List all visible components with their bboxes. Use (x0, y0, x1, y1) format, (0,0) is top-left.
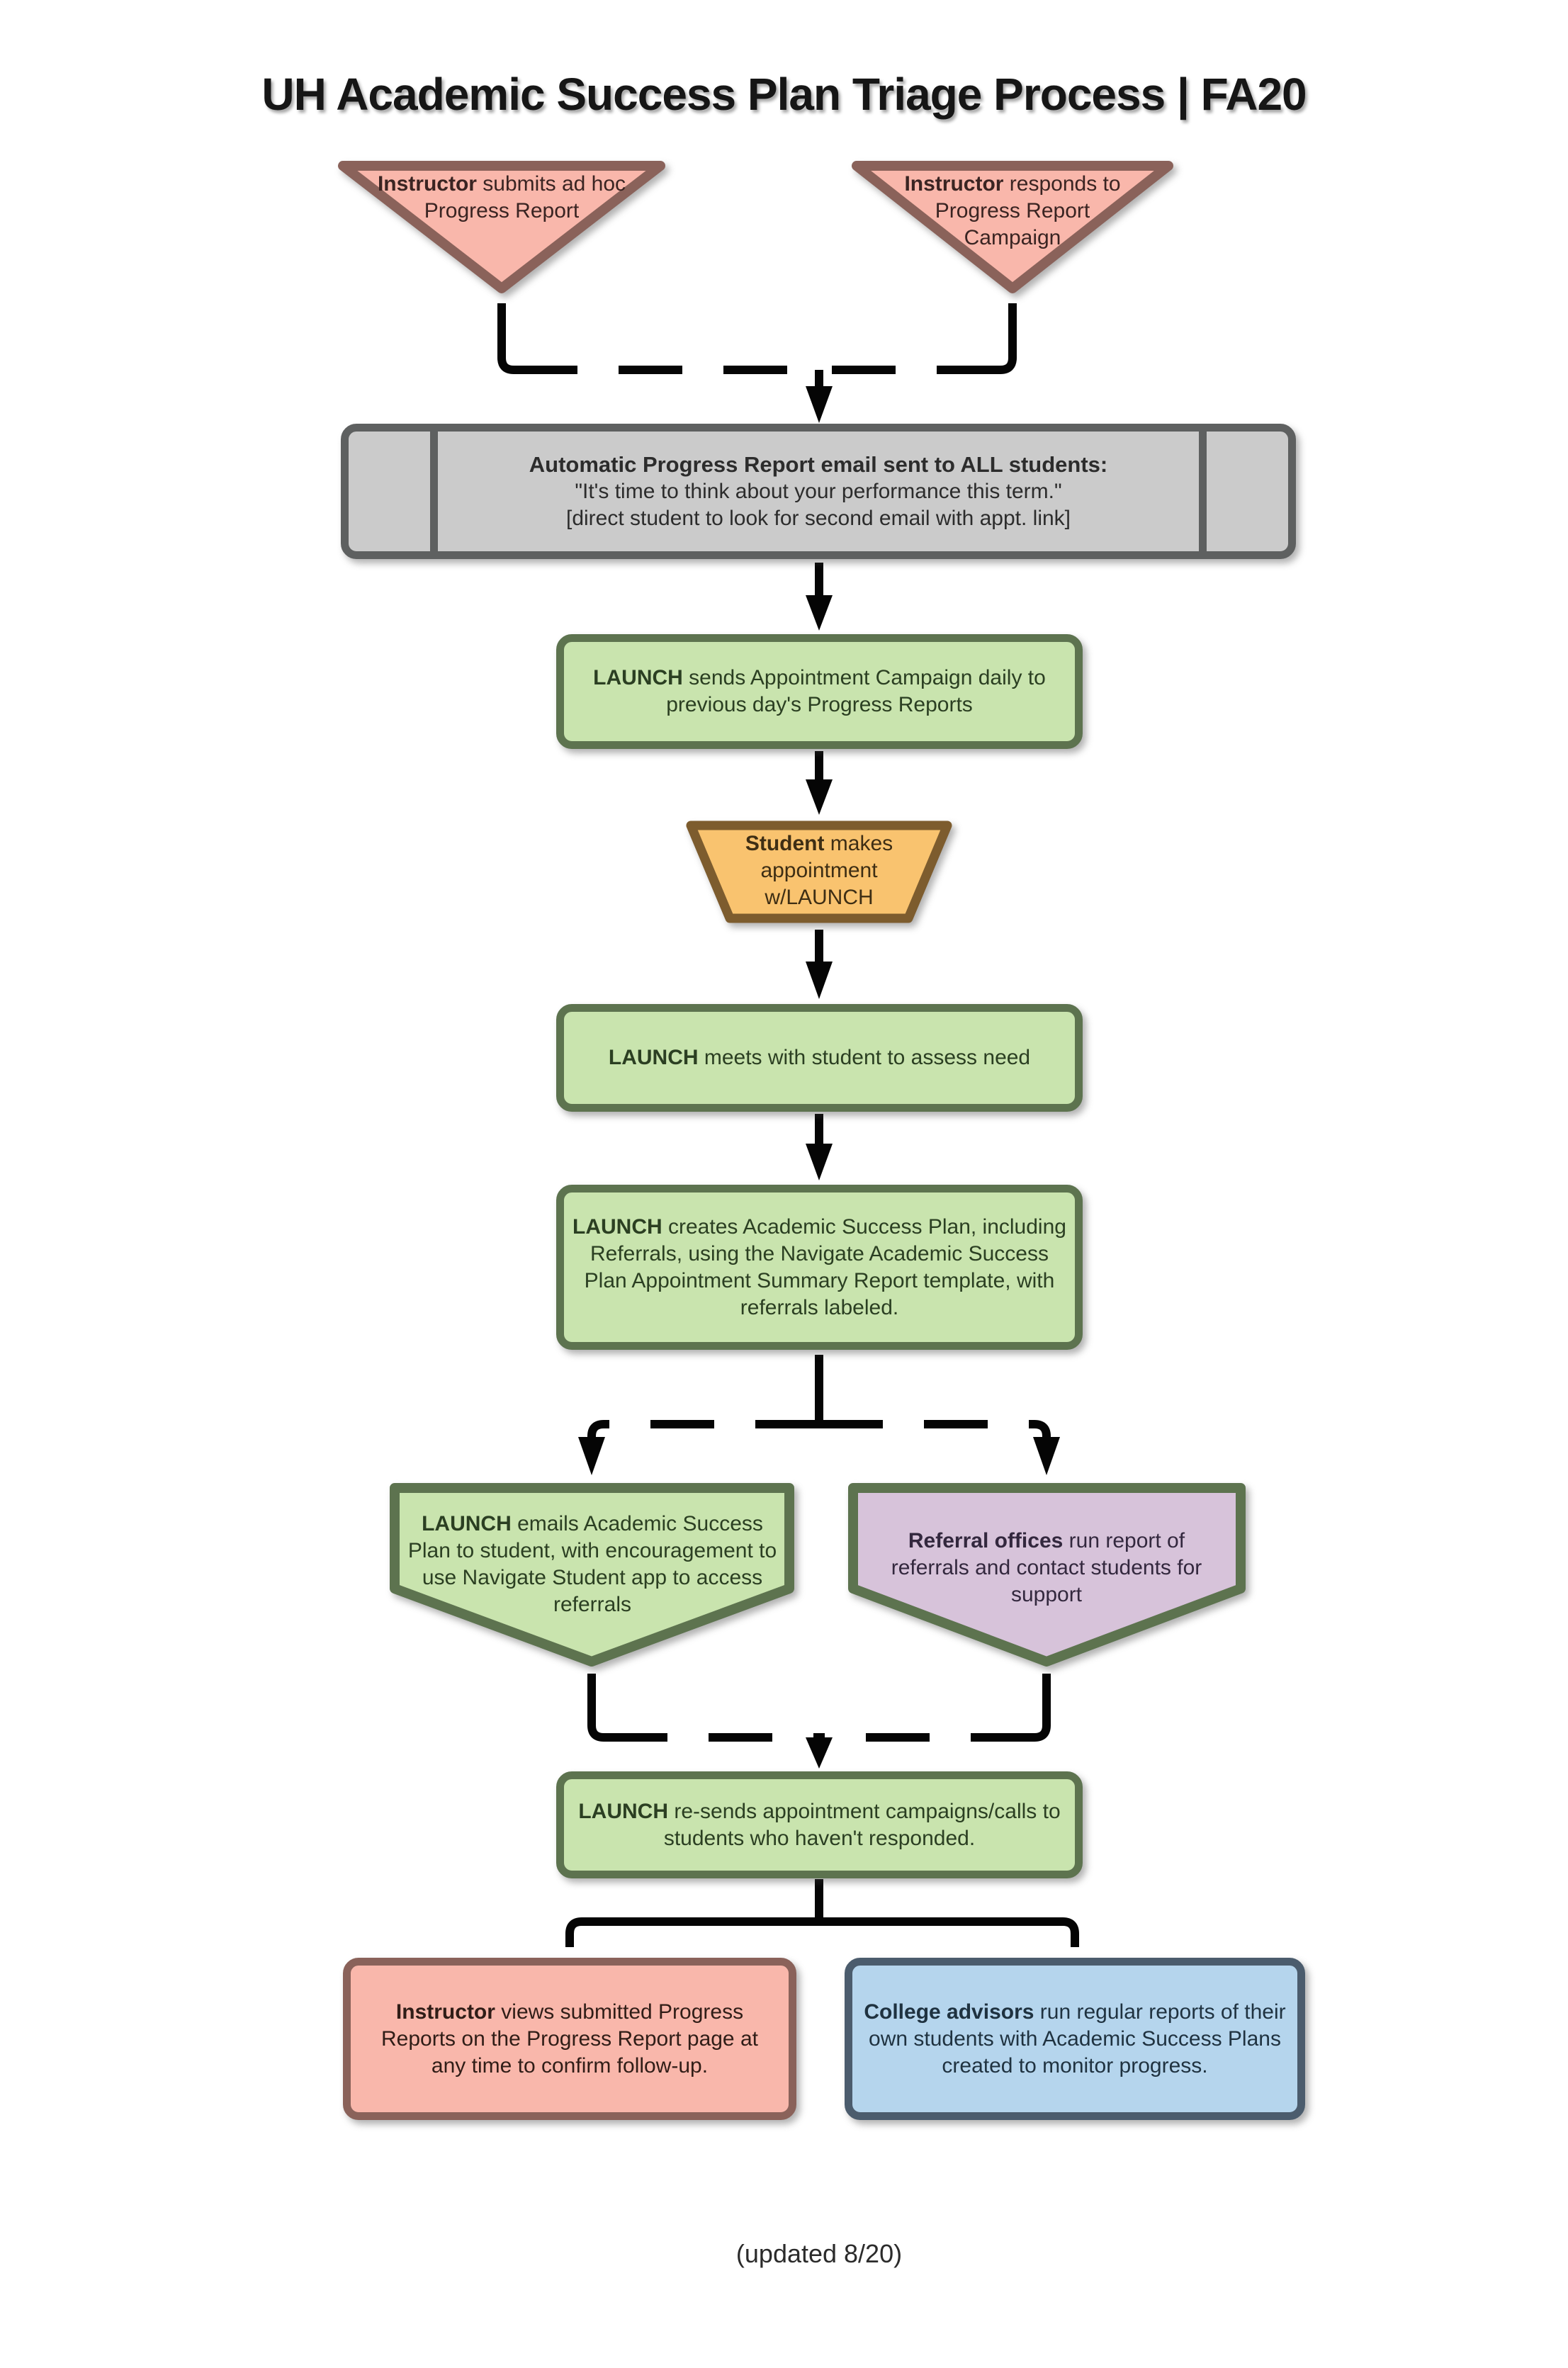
node-launch-creates-plan (556, 1185, 1083, 1350)
node-bold-text: Instructor (395, 2000, 495, 2024)
node-bold-text: Student (745, 832, 825, 855)
node-launch-meets-student (556, 1004, 1083, 1112)
node-text: submits ad hoc Progress Report (424, 172, 626, 222)
node-bold-text: LAUNCH (593, 666, 683, 689)
node-text: emails Academic Success Plan to student, with encouragement to use Navigate Student app to access referrals (407, 1512, 777, 1616)
arrowhead-into-green-pentagon (578, 1437, 605, 1475)
node-text: sends Appointment Campaign daily to previous day's Progress Reports (666, 666, 1046, 716)
node-launch-resends-campaigns (556, 1771, 1083, 1878)
arrowhead-into-green2 (806, 962, 833, 999)
node-referral-offices-report (846, 1481, 1248, 1669)
node-text: re-sends appointment campaigns/calls to students who haven't responded. (663, 1799, 1061, 1850)
node-text: run report of referrals and contact students for support (891, 1529, 1202, 1606)
node-bold-text: LAUNCH (578, 1799, 669, 1823)
connector-left-triangle-stem (502, 303, 514, 370)
gray-box-line2: "It's time to think about your performance this term." (575, 479, 1062, 503)
connector-split-dash-left (592, 1424, 819, 1438)
connector-bracket (570, 1922, 1075, 1947)
arrowhead-into-green3 (806, 1144, 833, 1180)
node-text: responds to Progress Report Campaign (935, 172, 1121, 249)
node-bold-text: LAUNCH (573, 1214, 662, 1239)
node-bold-text: Instructor (377, 172, 477, 196)
node-bold-text: Referral offices (908, 1529, 1064, 1552)
node-text: run regular reports of their own students with Academic Success Plans created to monitor progress. (869, 2000, 1286, 2077)
connector-right-triangle-stem (1000, 303, 1013, 370)
updated-note: (updated 8/20) (735, 2239, 903, 2268)
arrowhead-into-green4 (806, 1737, 833, 1769)
node-automatic-progress-report-email (341, 424, 1296, 559)
node-student-makes-appointment (684, 819, 954, 925)
node-text: views submitted Progress Reports on the Progress Report page at any time to confirm follow-up. (381, 2000, 758, 2077)
connector-split-dash-right (819, 1424, 1047, 1438)
gray-box-line3: [direct student to look for second email with appt. link] (565, 506, 1071, 530)
gray-box-line1: Automatic Progress Report email sent to ALL students: (529, 451, 1108, 477)
connector-pent-left-stem (592, 1674, 604, 1737)
node-bold-text: College advisors (864, 2000, 1034, 2024)
node-text: meets with student to assess need (698, 1046, 1031, 1069)
page-title: UH Academic Success Plan Triage Process | FA20 (261, 69, 1307, 120)
arrowhead-into-purple-pentagon (1033, 1437, 1060, 1475)
predefined-process-bar-right (1199, 432, 1207, 551)
node-instructor-responds-campaign (849, 158, 1176, 296)
connector-pent-right-stem (1034, 1674, 1047, 1737)
node-bold-text: LAUNCH (608, 1046, 699, 1069)
node-launch-sends-campaign (556, 634, 1083, 749)
node-bold-text: LAUNCH (422, 1512, 512, 1535)
predefined-process-bar-left (430, 432, 438, 551)
arrowhead-into-trapezoid (806, 779, 833, 815)
arrowhead-into-gray-box (806, 386, 833, 423)
node-text: makes appointment w/LAUNCH (760, 832, 893, 909)
node-bold-text: Instructor (904, 172, 1004, 196)
node-launch-emails-plan (388, 1481, 796, 1669)
node-text: creates Academic Success Plan, including Referrals, using the Navigate Academic Success Plan Appointment Summary Report template, with referrals labeled. (584, 1214, 1066, 1319)
arrowhead-into-green1 (806, 595, 833, 631)
node-instructor-views-reports (343, 1958, 796, 2120)
node-instructor-adhoc-report (335, 158, 668, 296)
node-college-advisors-reports (845, 1958, 1305, 2120)
